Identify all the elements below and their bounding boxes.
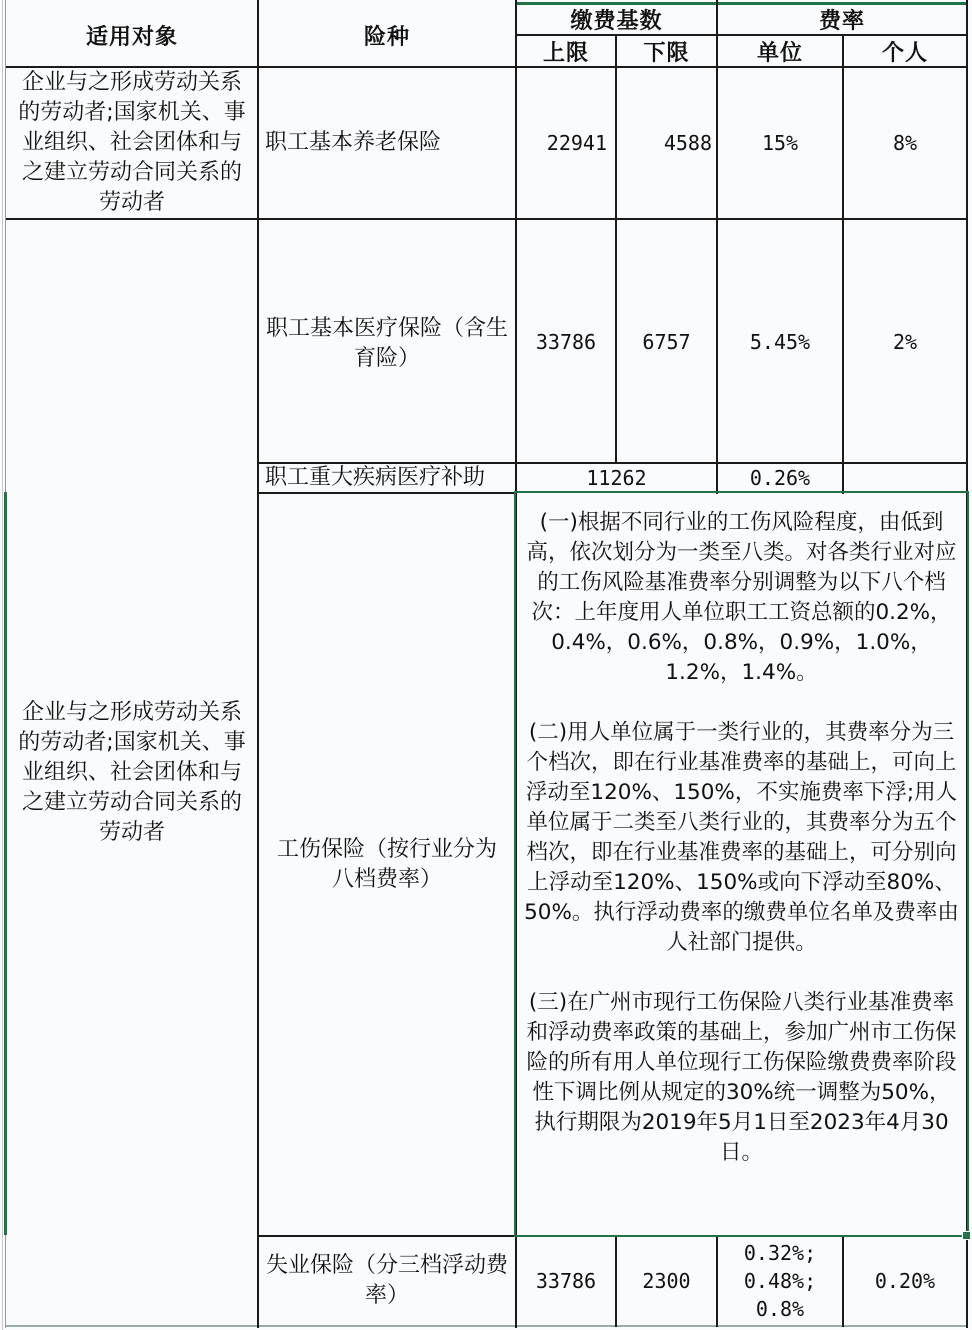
header-label: 下限 [643,40,690,66]
insurance-type-cell[interactable] [259,68,515,218]
lower-limit-cell[interactable] [617,1237,716,1325]
employer-rate-line: 0.48%; [743,1269,817,1293]
insurance-type-cell[interactable] [259,464,515,492]
employer-rate-line: 0.8% [755,1297,805,1321]
header-label: 险种 [363,25,410,50]
header-label: 单位 [756,40,803,66]
header-label: 费率 [818,8,865,34]
border [716,1235,718,1327]
header-label: 个人 [881,40,928,66]
employer-rate-value: 15% [761,131,799,155]
insurance-type-cell[interactable] [259,494,515,1235]
upper-limit-value: 33786 [535,1269,597,1293]
upper-limit-cell[interactable] [517,220,615,462]
border [257,0,259,1328]
upper-limit-cell[interactable] [517,68,615,218]
insurance-type-text: 职工重大疾病医疗补助 [265,465,486,490]
employer-rate-cell[interactable] [718,464,842,492]
individual-rate-value: 0.20% [874,1269,936,1293]
lower-limit-cell[interactable] [617,220,716,462]
individual-rate-value: 2% [892,330,918,354]
applicable-subject-cell[interactable] [7,68,257,218]
border [615,34,617,464]
header-applicable-subject[interactable] [7,4,257,67]
individual-rate-cell[interactable] [844,464,966,492]
header-label: 适用对象 [85,25,178,50]
employer-rate-cell[interactable] [718,1237,842,1325]
insurance-type-cell[interactable] [259,1237,515,1325]
header-label: 上限 [542,40,589,66]
note-paragraph-3: (三)在广州市现行工伤保险八类行业基准费率和浮动费率政策的基础上，参加广州市工伤保险的所有用人单位现行工伤保险缴费费率阶段性下调比例从规定的30%统一调整为50%，执行期限为2019年5月1日至2023年4月30日。 [526,990,957,1165]
fill-handle[interactable] [962,1231,971,1240]
border [716,0,718,494]
lower-limit-value: 6757 [642,330,691,354]
border [5,66,968,68]
border [842,1235,844,1327]
header-insurance-type[interactable] [259,4,515,67]
upper-limit-value: 33786 [535,330,597,354]
header-individual[interactable] [844,36,966,66]
work-injury-rate-notes-cell[interactable] [517,494,966,1235]
border [5,1325,968,1327]
insurance-type-text: 职工基本养老保险 [265,130,442,155]
contribution-base-value: 11262 [586,466,647,490]
note-paragraph-2: (二)用人单位属于一类行业的，其费率分为三个档次，即在行业基准费率的基础上，可向上浮动至120%、150%，不实施费率下浮;用人单位属于二类至八类行业的，其费率分为五个档次，即在行业基准费率的基础上，可分别向上浮动至120%、150%或向下浮动至80%、50%。执行浮动费率的缴费单位名单及费率由人社部门提供。 [524,720,959,955]
applicable-subject-text: 企业与之形成劳动关系的劳动者;国家机关、事业组织、社会团体和与之建立劳动合同关系的劳动者 [18,70,246,215]
employer-rate-cell[interactable] [718,220,842,462]
header-employer[interactable] [718,36,842,66]
lower-limit-cell[interactable] [617,68,716,218]
upper-limit-value: 22941 [546,131,607,155]
lower-limit-value: 2300 [642,1269,691,1293]
individual-rate-value: 8% [892,131,918,155]
border [515,34,968,36]
employer-rate-cell[interactable] [718,68,842,218]
contribution-base-cell[interactable] [517,464,716,492]
header-contribution-base[interactable] [517,4,716,34]
border [966,0,968,1328]
row-selection-indicator [4,492,7,1235]
individual-rate-cell[interactable] [844,1237,966,1325]
applicable-subject-cell[interactable] [7,220,257,1325]
employer-rate-line: 0.32%; [743,1241,817,1265]
lower-limit-value: 4588 [663,131,712,155]
border [257,1235,517,1237]
border [515,0,517,1328]
individual-rate-cell[interactable] [844,68,966,218]
employer-rate-value: 5.45% [749,330,811,354]
border [515,2,968,5]
employer-rate-value: 0.26% [749,466,811,490]
individual-rate-cell[interactable] [844,220,966,462]
insurance-type-text: 职工基本医疗保险（含生育险） [265,316,508,371]
border [257,492,517,494]
gridline [2,0,3,1330]
note-paragraph-1: (一)根据不同行业的工伤风险程度，由低到高，依次划分为一类至八类。对各类行业对应的工伤风险基准费率分别调整为以下八个档次：上年度用人单位职工工资总额的0.2%，0.4%，0.6%，0.8%，0.9%，1.0%，1.2%，1.4%。 [526,510,957,685]
border [615,1235,617,1327]
border [842,34,844,494]
header-label: 缴费基数 [570,8,663,34]
applicable-subject-text: 企业与之形成劳动关系的劳动者;国家机关、事业组织、社会团体和与之建立劳动合同关系的劳动者 [18,699,246,845]
header-lower-limit[interactable] [617,36,716,66]
header-rate[interactable] [718,4,966,34]
border [257,462,968,464]
insurance-type-cell[interactable] [259,220,515,462]
upper-limit-cell[interactable] [517,1237,615,1325]
header-upper-limit[interactable] [517,36,615,66]
insurance-type-text: 工伤保险（按行业分为八档费率） [276,836,497,892]
border [5,218,968,220]
insurance-type-text: 失业保险（分三档浮动费率） [265,1253,508,1308]
